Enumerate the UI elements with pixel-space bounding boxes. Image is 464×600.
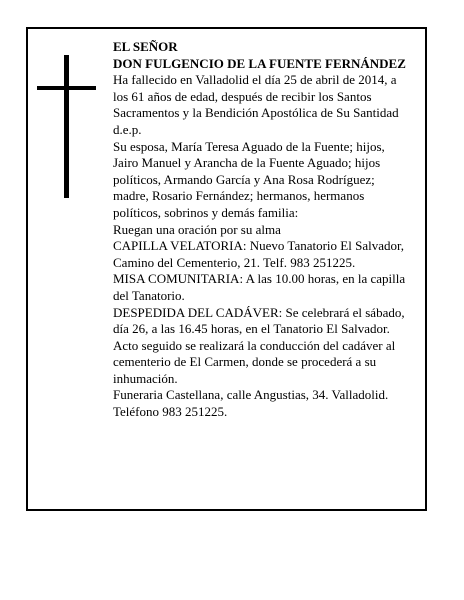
family-list: Su esposa, María Teresa Aguado de la Fuente; hijos, Jairo Manuel y Arancha de la Fuente Aguado; hijos políticos, Armando García y Ana Rosa Rodríguez; madre, Rosario Fernández; hermanos, hermanos políticos, sobrinos y demás familia: [113,138,385,220]
chapel-info: CAPILLA VELATORIA: Nuevo Tanatorio El Salvador, Camino del Cementerio, 21. Telf. 983 251225. [113,238,405,270]
cross-icon [64,55,69,198]
deceased-name: DON FULGENCIO DE LA FUENTE FERNÁNDEZ [113,55,406,71]
obituary-text [113,39,413,421]
prayer-request: Ruegan una oración por su alma [113,221,281,237]
funeral-home-info: Funeraria Castellana, calle Angustias, 34. Valladolid. Teléfono 983 251225. [113,387,389,420]
death-notice: Ha fallecido en Valladolid el día 25 de abril de 2014, a los 61 años de edad, después de recibir los Santos Sacramentos y la Bendición Apostólica de Su Santidad d.e.p. [113,72,399,137]
cross-icon-bar [37,86,96,90]
title-line: EL SEÑOR [113,39,178,54]
farewell-info: DESPEDIDA DEL CADÁVER: Se celebrará el sábado, día 26, a las 16.45 horas, en el Tanatorio El Salvador. Acto seguido se realizará la conducción del cadáver al cementerio de El Carmen, donde se procederá a su inhumación. [113,304,405,386]
mass-info: MISA COMUNITARIA: A las 10.00 horas, en la capilla del Tanatorio. [113,271,406,303]
